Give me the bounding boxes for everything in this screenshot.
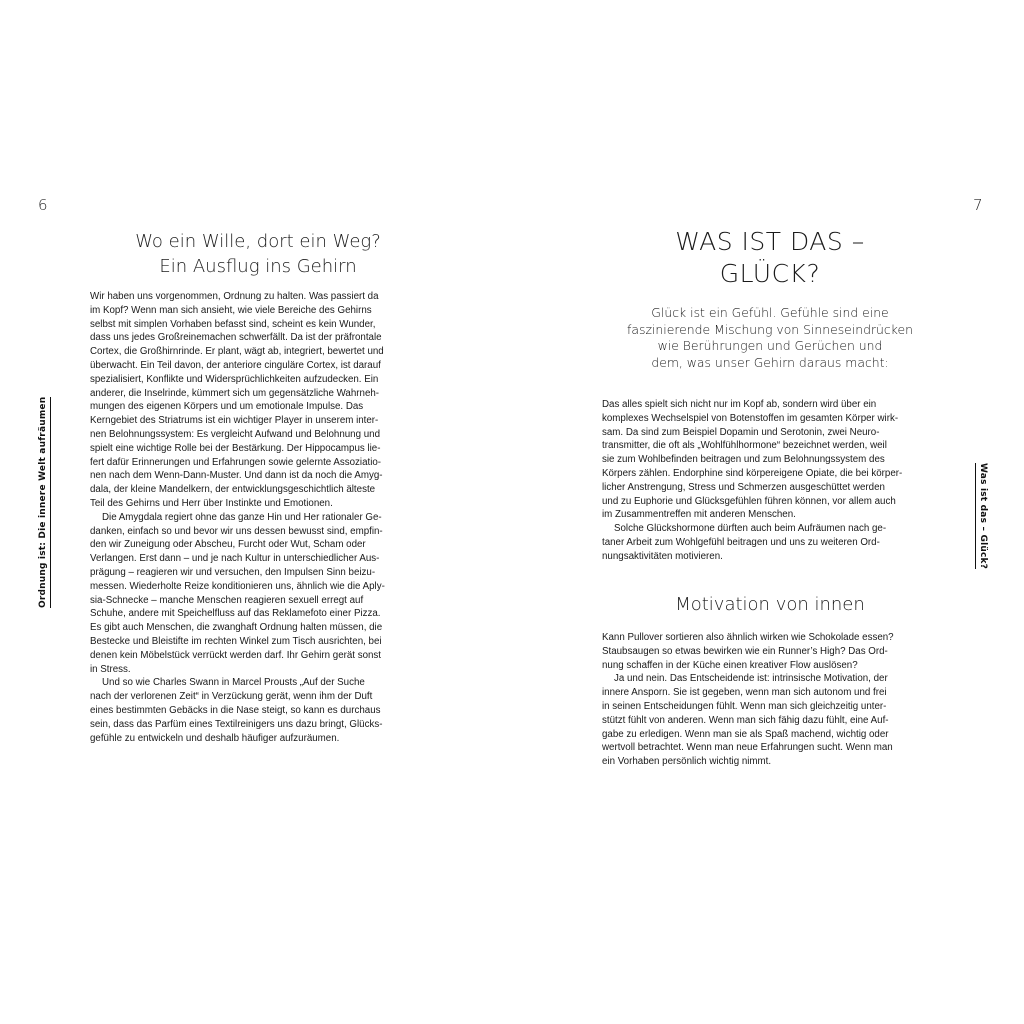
- text-line: Cortex, die Großhirnrinde. Er plant, wägt ab, integriert, bewertet und: [90, 346, 384, 358]
- text-line: in seinen Entscheidungen fühlt. Wenn man sich gleichzeitig unter-: [602, 700, 887, 712]
- body-text-left: [90, 290, 426, 745]
- text-line: Es gibt auch Menschen, die zwanghaft Ordnung halten müssen, die: [90, 622, 383, 634]
- title-line: GLÜCK?: [719, 259, 821, 288]
- text-line: in Stress.: [90, 663, 131, 675]
- body-text-right-top: [602, 398, 938, 564]
- text-line: spielt eine wichtige Rolle bei der Bestärkung. Der Hippocampus lie-: [90, 442, 381, 454]
- text-line: transmitter, die oft als „Wohlfühlhormone“ bezeichnet werden, weil: [602, 440, 887, 452]
- text-line: Die Amygdala regiert ohne das ganze Hin und Her rationaler Ge-: [102, 511, 382, 523]
- text-line: Verlangen. Erst dann – und je nach Kultur in unterschiedlicher Aus-: [90, 553, 380, 565]
- text-line: sia-Schnecke – manche Menschen reagieren sexuell erregt auf: [90, 594, 364, 606]
- text-line: dala, der kleine Mandelkern, der entwicklungsgeschichtlich älteste: [90, 484, 376, 496]
- text-line: Kerngebiet des Striatrums ist ein wichtiger Player in unserem inter-: [90, 415, 379, 427]
- text-line: und zu Euphorie und Glücksgefühlen führen können, vor allem auch: [602, 495, 896, 507]
- body-text-right-bottom: [602, 631, 938, 769]
- text-line: Solche Glückshormone dürften auch beim Aufräumen nach ge-: [614, 523, 887, 535]
- heading-line: Wo ein Wille, dort ein Weg?: [135, 231, 381, 252]
- text-line: fert dafür Erinnerungen und Erfahrungen sowie gelernte Assoziatio-: [90, 456, 382, 468]
- title-line: WAS IST DAS –: [675, 227, 865, 256]
- text-line: Körpers zählen. Endorphine sind körpereigene Opiate, die bei körper-: [602, 467, 903, 479]
- text-line: den wir Zuneigung oder Abscheu, Furcht oder Wut, Scham oder: [90, 539, 366, 551]
- text-line: denen kein Möbelstück verrückt werden darf. Ihr Gehirn gerät sonst: [90, 649, 382, 661]
- running-header-right: Was ist das – Glück?: [975, 463, 988, 569]
- text-line: taner Arbeit zum Wohlgefühl beitragen und uns zu weiteren Ord-: [602, 536, 880, 548]
- text-line: nung schaffen in der Küche einen kreativer Flow auslösen?: [602, 659, 858, 671]
- page-number-right: 7: [973, 196, 983, 214]
- text-line: nen Belohnungssystem: Es vergleicht Aufwand und Belohnung und: [90, 428, 380, 440]
- lead-line: wie Berührungen und Gerüchen und: [657, 338, 883, 353]
- text-line: innere Ansporn. Sie ist gegeben, wenn man sich autonom und frei: [602, 687, 887, 699]
- text-line: Ja und nein. Das Entscheidende ist: intrinsische Motivation, der: [614, 673, 888, 685]
- text-line: Schuhe, andere mit Speichelfluss auf das Reklamefoto einer Pizza.: [90, 608, 381, 620]
- text-line: Staubsaugen so etwas bewirken wie ein Runner’s High? Das Ord-: [602, 645, 888, 657]
- text-line: Und so wie Charles Swann in Marcel Prousts „Auf der Suche: [102, 677, 365, 689]
- text-line: überwacht. Ein Teil davon, der anteriore cinguläre Cortex, ist darauf: [90, 359, 381, 371]
- lead-paragraph: [602, 305, 938, 371]
- subheading-motivation: Motivation von innen: [675, 594, 865, 615]
- text-line: sam. Da sind zum Beispiel Dopamin und Serotonin, zwei Neuro-: [602, 426, 880, 438]
- running-header-left: Ordnung ist: Die innere Welt aufräumen: [38, 397, 51, 608]
- text-line: Teil des Gehirns und Herr über Instinkte und Emotionen.: [90, 497, 333, 509]
- text-line: Das alles spielt sich nicht nur im Kopf ab, sondern wird über ein: [602, 399, 877, 410]
- section-heading-left: [90, 229, 426, 279]
- text-line: im Zusammentreffen mit anderen Menschen.: [602, 509, 796, 521]
- text-line: anderer, die Inselrinde, kümmert sich um gegensätzliche Wahrneh-: [90, 387, 380, 399]
- heading-line: Ein Ausflug ins Gehirn: [159, 256, 357, 277]
- text-line: sein, dass das Parfüm eines Textilreinigers uns dazu bringt, Glücks-: [90, 718, 383, 730]
- text-line: nen nach dem Wenn-Dann-Muster. Und dann ist da noch die Amyg-: [90, 470, 383, 482]
- text-line: wertvoll betrachtet. Wenn man neue Erfahrungen sucht. Wenn man: [602, 742, 893, 754]
- text-line: prägung – reagieren wir und versuchen, den Impulsen Sinn beizu-: [90, 566, 376, 578]
- text-line: mungen des eigenen Körpers und um emotionale Impulse. Das: [90, 401, 364, 413]
- page-number-left: 6: [38, 196, 48, 214]
- text-line: komplexes Wechselspiel von Botenstoffen im gesamten Körper wirk-: [602, 412, 899, 424]
- text-line: im Kopf? Wenn man sich ansieht, wie viele Bereiche des Gehirns: [90, 304, 372, 316]
- text-line: Bestecke und Bleistifte im rechten Winkel zum Tisch ausrichten, bei: [90, 635, 382, 647]
- lead-line: dem, was unser Gehirn daraus macht:: [651, 354, 889, 370]
- text-line: stützt fühlt von anderen. Wenn man sich fähig dazu fühlt, eine Auf-: [602, 714, 889, 726]
- text-line: eines bestimmten Gebäcks in die Nase steigt, so kann es durchaus: [90, 704, 381, 716]
- text-line: licher Anstrengung, Stress und Schmerzen ausgeschüttet werden: [602, 481, 885, 493]
- text-line: Wir haben uns vorgenommen, Ordnung zu halten. Was passiert da: [90, 291, 379, 302]
- text-line: nungsaktivitäten motivieren.: [602, 550, 723, 562]
- text-line: nach der verlorenen Zeit“ in Verzückung gerät, wenn ihm der Duft: [90, 691, 373, 703]
- text-line: ein Vorhaben persönlich wichtig nimmt.: [602, 756, 772, 768]
- lead-line: Glück ist ein Gefühl. Gefühle sind eine: [651, 305, 889, 320]
- text-line: messen. Wiederholte Reize konditionieren uns, ähnlich wie die Aply-: [90, 580, 385, 592]
- text-line: danken, einfach so und bevor wir uns dessen bewusst sind, empfin-: [90, 525, 383, 537]
- chapter-title: [602, 226, 938, 290]
- text-line: spezialisiert, Konflikte und Widersprüchlichkeiten aufzudecken. Ein: [90, 373, 379, 385]
- text-line: selbst mit simplen Vorhaben befasst sind, scheint es kein Wunder,: [90, 318, 376, 330]
- text-line: Kann Pullover sortieren also ähnlich wirken wie Schokolade essen?: [602, 632, 894, 643]
- text-line: dass uns jedes Großreinemachen schwerfällt. Da ist der präfrontale: [90, 332, 382, 344]
- text-line: gefühle zu entwickeln und deshalb häufiger aufzuräumen.: [90, 732, 340, 744]
- lead-line: faszinierende Mischung von Sinneseindrücken: [627, 321, 913, 337]
- text-line: gabe zu erledigen. Wenn man sie als Spaß machend, wichtig oder: [602, 728, 889, 740]
- text-line: sie zum Wohlbefinden beitragen und zum Belohnungssystem des: [602, 454, 885, 466]
